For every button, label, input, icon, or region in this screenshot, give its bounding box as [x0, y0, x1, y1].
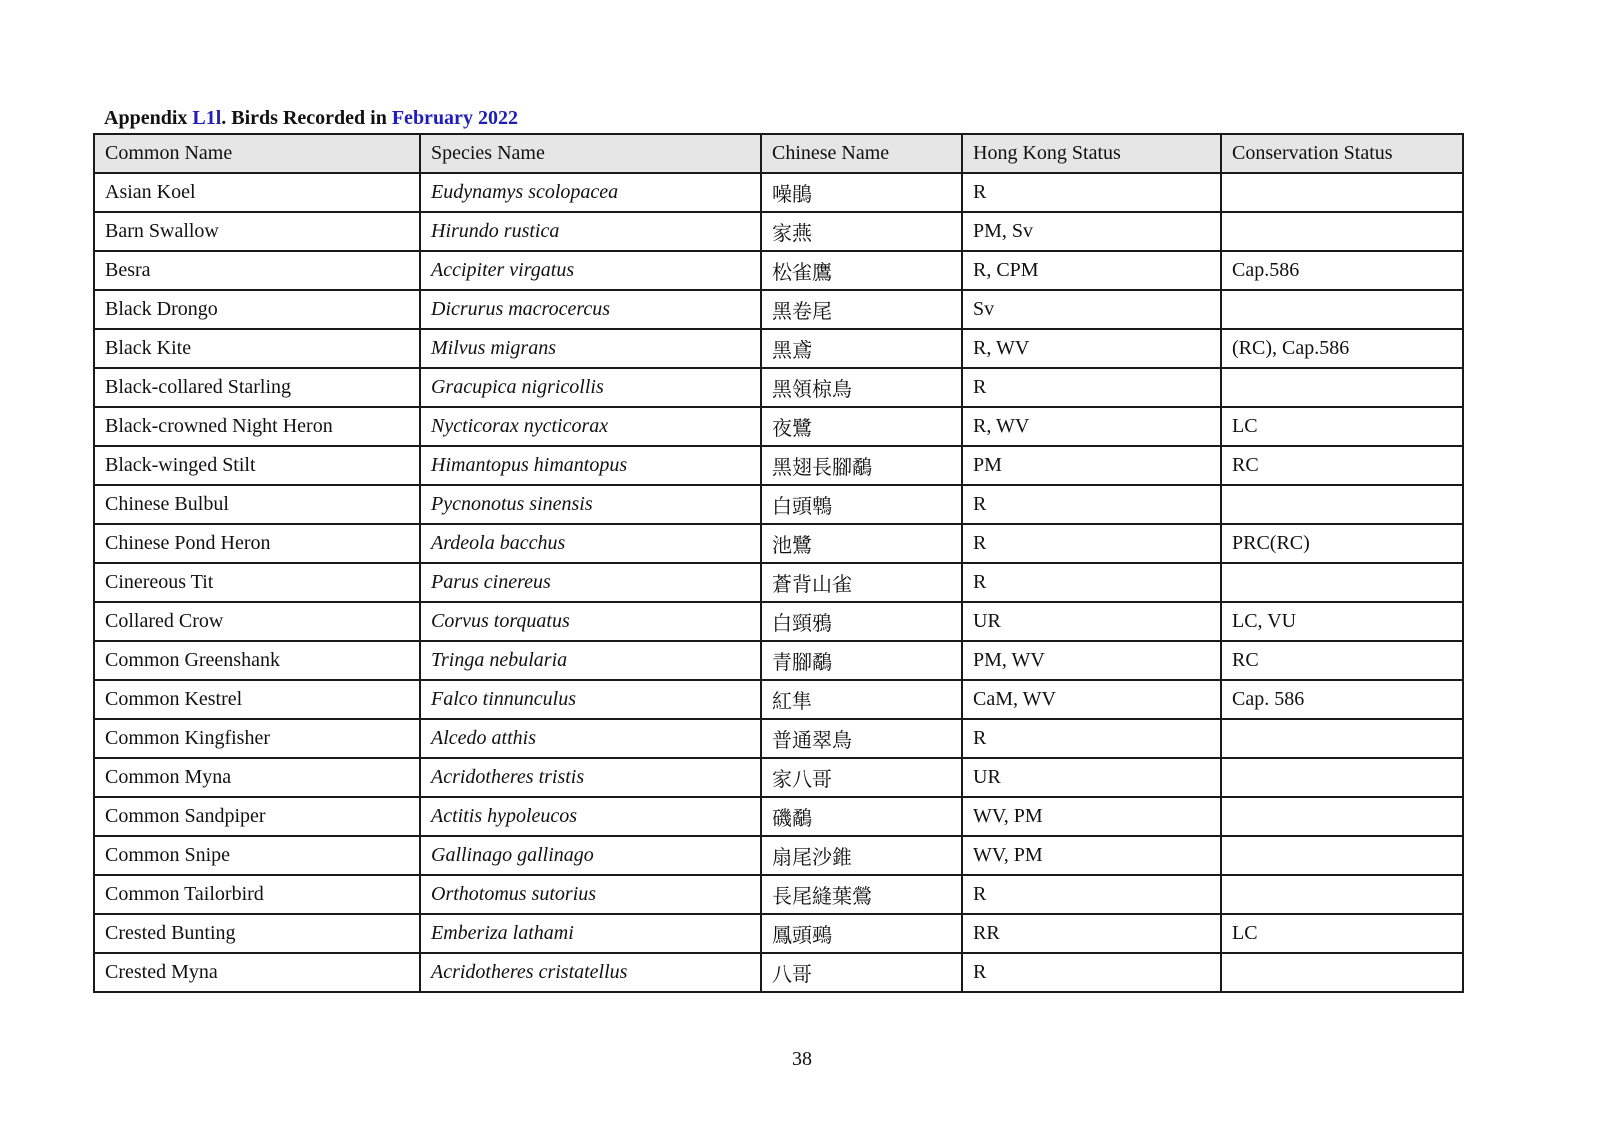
chinese-name-cell: 鳳頭鵐: [761, 914, 962, 953]
hong-kong-status-cell: PM, Sv: [962, 212, 1221, 251]
conservation-status-cell: Cap.586: [1221, 251, 1463, 290]
table-row: [94, 719, 1463, 758]
hong-kong-status-cell: R: [962, 368, 1221, 407]
table-row: [94, 602, 1463, 641]
species-name-cell: Accipiter virgatus: [420, 251, 761, 290]
conservation-status-cell: [1221, 758, 1463, 797]
conservation-status-cell: [1221, 173, 1463, 212]
chinese-name-cell: 噪鵑: [761, 173, 962, 212]
hong-kong-status-cell: UR: [962, 758, 1221, 797]
caption-appendix-id: L1l: [192, 107, 222, 129]
conservation-status-cell: [1221, 368, 1463, 407]
common-name-cell: Common Sandpiper: [94, 797, 420, 836]
species-name-cell: Gallinago gallinago: [420, 836, 761, 875]
species-name-cell: Corvus torquatus: [420, 602, 761, 641]
common-name-cell: Barn Swallow: [94, 212, 420, 251]
hong-kong-status-cell: R, WV: [962, 407, 1221, 446]
table-row: [94, 173, 1463, 212]
table-row: [94, 212, 1463, 251]
chinese-name-cell: 家燕: [761, 212, 962, 251]
hong-kong-status-cell: R: [962, 173, 1221, 212]
chinese-name-cell: 黑翅長腳鷸: [761, 446, 962, 485]
conservation-status-cell: [1221, 563, 1463, 602]
conservation-status-cell: Cap. 586: [1221, 680, 1463, 719]
chinese-name-cell: 蒼背山雀: [761, 563, 962, 602]
header-species-name: Species Name: [420, 134, 761, 173]
header-chinese-name: Chinese Name: [761, 134, 962, 173]
chinese-name-cell: 白頭鵯: [761, 485, 962, 524]
hong-kong-status-cell: R, WV: [962, 329, 1221, 368]
table-row: [94, 329, 1463, 368]
table-row: [94, 407, 1463, 446]
chinese-name-cell: 長尾縫葉鶯: [761, 875, 962, 914]
conservation-status-cell: [1221, 875, 1463, 914]
species-name-cell: Himantopus himantopus: [420, 446, 761, 485]
species-name-cell: Eudynamys scolopacea: [420, 173, 761, 212]
hong-kong-status-cell: UR: [962, 602, 1221, 641]
common-name-cell: Common Myna: [94, 758, 420, 797]
common-name-cell: Crested Myna: [94, 953, 420, 992]
hong-kong-status-cell: R: [962, 563, 1221, 602]
table-row: [94, 368, 1463, 407]
caption-middle: . Birds Recorded in: [221, 107, 392, 129]
table-row: [94, 563, 1463, 602]
table-row: [94, 446, 1463, 485]
species-name-cell: Falco tinnunculus: [420, 680, 761, 719]
table-row: [94, 836, 1463, 875]
page-number: 38: [792, 1048, 812, 1070]
common-name-cell: Collared Crow: [94, 602, 420, 641]
caption-prefix: Appendix: [104, 107, 193, 129]
table-row: [94, 251, 1463, 290]
chinese-name-cell: 松雀鷹: [761, 251, 962, 290]
hong-kong-status-cell: R, CPM: [962, 251, 1221, 290]
table-row: [94, 485, 1463, 524]
table-body: [94, 173, 1463, 992]
species-name-cell: Pycnonotus sinensis: [420, 485, 761, 524]
header-common-name: Common Name: [94, 134, 420, 173]
chinese-name-cell: 黑鳶: [761, 329, 962, 368]
header-hong-kong-status: Hong Kong Status: [962, 134, 1221, 173]
chinese-name-cell: 黑領椋鳥: [761, 368, 962, 407]
chinese-name-cell: 磯鷸: [761, 797, 962, 836]
species-name-cell: Acridotheres cristatellus: [420, 953, 761, 992]
common-name-cell: Crested Bunting: [94, 914, 420, 953]
hong-kong-status-cell: CaM, WV: [962, 680, 1221, 719]
conservation-status-cell: [1221, 485, 1463, 524]
chinese-name-cell: 紅隼: [761, 680, 962, 719]
conservation-status-cell: [1221, 836, 1463, 875]
common-name-cell: Common Kestrel: [94, 680, 420, 719]
species-name-cell: Parus cinereus: [420, 563, 761, 602]
species-name-cell: Tringa nebularia: [420, 641, 761, 680]
hong-kong-status-cell: Sv: [962, 290, 1221, 329]
chinese-name-cell: 白頸鴉: [761, 602, 962, 641]
species-name-cell: Ardeola bacchus: [420, 524, 761, 563]
chinese-name-cell: 黑卷尾: [761, 290, 962, 329]
chinese-name-cell: 家八哥: [761, 758, 962, 797]
species-name-cell: Actitis hypoleucos: [420, 797, 761, 836]
table-row: [94, 290, 1463, 329]
conservation-status-cell: RC: [1221, 446, 1463, 485]
hong-kong-status-cell: WV, PM: [962, 797, 1221, 836]
common-name-cell: Common Tailorbird: [94, 875, 420, 914]
table-row: [94, 914, 1463, 953]
table-row: [94, 524, 1463, 563]
chinese-name-cell: 八哥: [761, 953, 962, 992]
common-name-cell: Cinereous Tit: [94, 563, 420, 602]
common-name-cell: Black-winged Stilt: [94, 446, 420, 485]
common-name-cell: Black-collared Starling: [94, 368, 420, 407]
birds-table: [93, 133, 1464, 993]
species-name-cell: Gracupica nigricollis: [420, 368, 761, 407]
conservation-status-cell: LC: [1221, 914, 1463, 953]
species-name-cell: Acridotheres tristis: [420, 758, 761, 797]
common-name-cell: Besra: [94, 251, 420, 290]
hong-kong-status-cell: R: [962, 953, 1221, 992]
header-conservation-status: Conservation Status: [1221, 134, 1463, 173]
common-name-cell: Black Drongo: [94, 290, 420, 329]
hong-kong-status-cell: PM: [962, 446, 1221, 485]
conservation-status-cell: [1221, 797, 1463, 836]
conservation-status-cell: LC: [1221, 407, 1463, 446]
table-header: [94, 134, 1463, 173]
conservation-status-cell: PRC(RC): [1221, 524, 1463, 563]
hong-kong-status-cell: R: [962, 485, 1221, 524]
table-row: [94, 953, 1463, 992]
conservation-status-cell: [1221, 212, 1463, 251]
conservation-status-cell: [1221, 719, 1463, 758]
hong-kong-status-cell: PM, WV: [962, 641, 1221, 680]
common-name-cell: Chinese Pond Heron: [94, 524, 420, 563]
species-name-cell: Emberiza lathami: [420, 914, 761, 953]
conservation-status-cell: [1221, 290, 1463, 329]
hong-kong-status-cell: R: [962, 719, 1221, 758]
chinese-name-cell: 青腳鷸: [761, 641, 962, 680]
table-row: [94, 797, 1463, 836]
hong-kong-status-cell: R: [962, 875, 1221, 914]
table-caption: [104, 107, 518, 130]
table-row: [94, 680, 1463, 719]
conservation-status-cell: [1221, 953, 1463, 992]
hong-kong-status-cell: R: [962, 524, 1221, 563]
species-name-cell: Orthotomus sutorius: [420, 875, 761, 914]
common-name-cell: Black-crowned Night Heron: [94, 407, 420, 446]
species-name-cell: Hirundo rustica: [420, 212, 761, 251]
table-row: [94, 758, 1463, 797]
species-name-cell: Dicrurus macrocercus: [420, 290, 761, 329]
common-name-cell: Chinese Bulbul: [94, 485, 420, 524]
conservation-status-cell: RC: [1221, 641, 1463, 680]
species-name-cell: Milvus migrans: [420, 329, 761, 368]
conservation-status-cell: (RC), Cap.586: [1221, 329, 1463, 368]
hong-kong-status-cell: RR: [962, 914, 1221, 953]
chinese-name-cell: 池鷺: [761, 524, 962, 563]
common-name-cell: Black Kite: [94, 329, 420, 368]
chinese-name-cell: 夜鷺: [761, 407, 962, 446]
header-row: [94, 134, 1463, 173]
hong-kong-status-cell: WV, PM: [962, 836, 1221, 875]
common-name-cell: Common Snipe: [94, 836, 420, 875]
common-name-cell: Common Kingfisher: [94, 719, 420, 758]
species-name-cell: Alcedo atthis: [420, 719, 761, 758]
species-name-cell: Nycticorax nycticorax: [420, 407, 761, 446]
table-row: [94, 875, 1463, 914]
chinese-name-cell: 扇尾沙錐: [761, 836, 962, 875]
table-row: [94, 641, 1463, 680]
conservation-status-cell: LC, VU: [1221, 602, 1463, 641]
common-name-cell: Asian Koel: [94, 173, 420, 212]
common-name-cell: Common Greenshank: [94, 641, 420, 680]
chinese-name-cell: 普通翠鳥: [761, 719, 962, 758]
caption-month-year: February 2022: [391, 107, 518, 129]
